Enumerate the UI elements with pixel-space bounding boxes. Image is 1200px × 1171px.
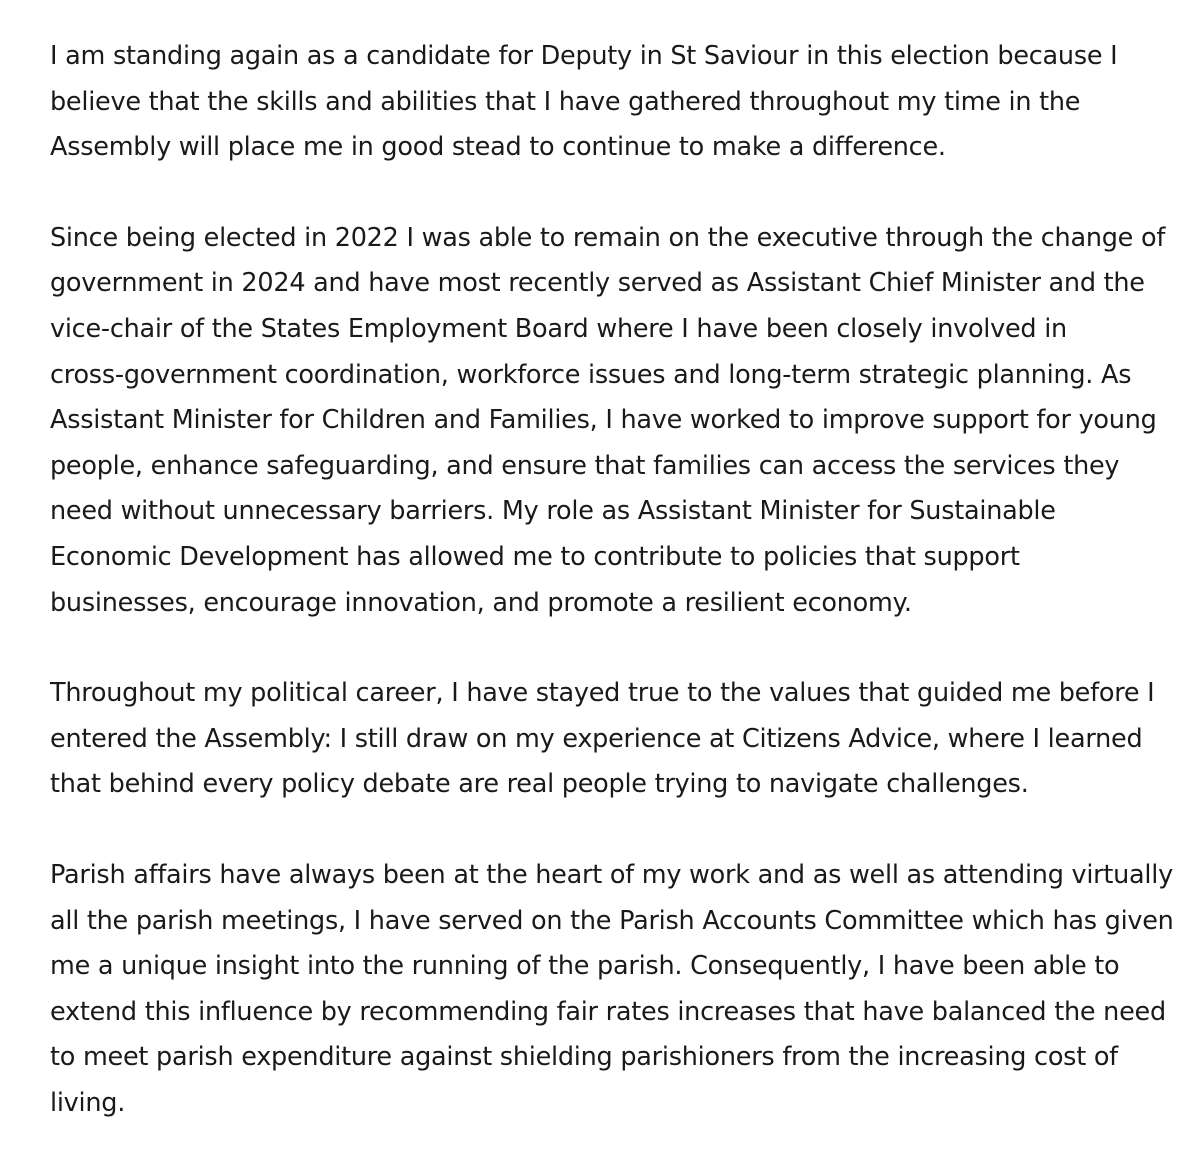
text-line: extend this influence by recommending fair rates increases that have balanced the need	[50, 996, 1166, 1027]
text-line: need without unnecessary barriers. My role as Assistant Minister for Sustainable	[50, 496, 1056, 527]
text-line: believe that the skills and abilities that I have gathered throughout my time in the	[50, 86, 1081, 117]
text-line: people, enhance safeguarding, and ensure that families can access the services they	[50, 450, 1120, 481]
text-line: Since being elected in 2022 I was able to remain on the executive through the change of	[50, 222, 1166, 253]
text-line: Assistant Minister for Children and Families, I have worked to improve support for young	[50, 405, 1157, 436]
text-line: Throughout my political career, I have stayed true to the values that guided me before I	[50, 678, 1155, 709]
text-line: all the parish meetings, I have served on the Parish Accounts Committee which has given	[50, 905, 1174, 936]
text-line: entered the Assembly: I still draw on my experience at Citizens Advice, where I learned	[50, 723, 1143, 754]
document-body	[50, 34, 1174, 1171]
paragraph-experience	[50, 216, 1166, 626]
text-line: Parish affairs have always been at the heart of my work and as well as attending virtually	[50, 859, 1173, 890]
text-line: government in 2024 and have most recently served as Assistant Chief Minister and the	[50, 268, 1145, 299]
paragraph-introduction	[50, 34, 1160, 171]
text-line: me a unique insight into the running of the parish. Consequently, I have been able to	[50, 951, 1120, 982]
text-line: Economic Development has allowed me to contribute to policies that support	[50, 541, 1020, 572]
text-line: businesses, encourage innovation, and promote a resilient economy.	[50, 587, 912, 618]
text-line: living.	[50, 1087, 126, 1118]
text-line: cross-government coordination, workforce issues and long-term strategic planning. As	[50, 359, 1132, 390]
paragraph-parish-affairs	[50, 853, 1174, 1127]
text-line: to meet parish expenditure against shielding parishioners from the increasing cost of	[50, 1042, 1118, 1073]
text-line: that behind every policy debate are real people trying to navigate challenges.	[50, 769, 1029, 800]
paragraph-values	[50, 671, 1160, 808]
text-line: Assembly will place me in good stead to continue to make a difference.	[50, 132, 946, 163]
text-line: I am standing again as a candidate for Deputy in St Saviour in this election because I	[50, 41, 1118, 71]
text-line: vice-chair of the States Employment Board where I have been closely involved in	[50, 313, 1067, 344]
